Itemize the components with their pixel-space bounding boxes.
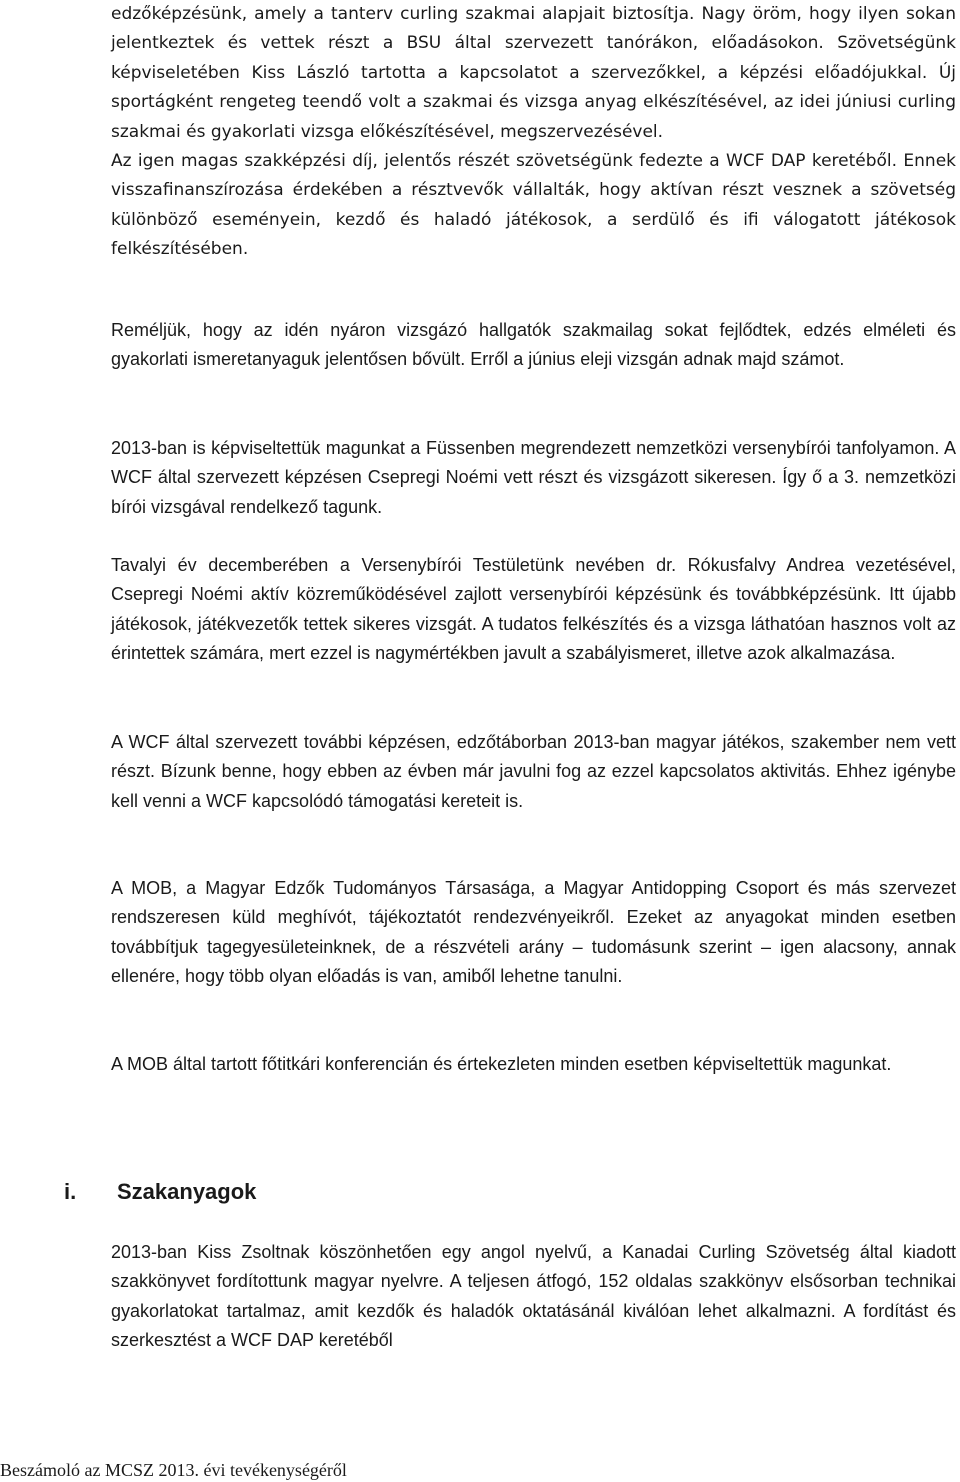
text-line: 2013-ban Kiss Zsoltnak köszönhetően egy angol nyelvű, a Kanadai Curling Szövetség által kiadott szakkönyvet fordítottunk magyar nyelvre. A teljesen átfogó, 152 oldalas szakkönyv elsősorban technikai gyakorlatokat tartalmaz, amit kezdők és haladók oktatásánál kiválóan lehet alkalmazni. A fordítást és szerkesztést a WCF DAP keretéből [111,1242,956,1351]
paragraph-fussen-course [111,434,956,522]
text-line: 2013-ban is képviseltettük magunkat a Füssenben megrendezett nemzetközi versenybírói tanfolyamon. A WCF által szervezett képzésen Csepregi Noémi vett részt és vizsgázott sikeresen. Így ő a 3. nemzetközi bírói vizsgával rendelkező tagunk. [111,438,956,517]
text-line: A MOB, a Magyar Edzők Tudományos Társasága, a Magyar Antidopping Csoport és más szervezet rendszeresen küld meghívót, tájékoztatót rendezvényeikről. Ezeket az anyagokat minden esetben továbbítjuk tagegyesületeinknek, de a részvételi arány – tudomásunk szerint – igen alacsony, annak ellenére, hogy több olyan előadás is van, amiből lehetne tanulni. [111,878,956,987]
paragraph-mob-conference [111,1050,956,1079]
paragraph-referee-training [111,551,956,669]
section-number: i. [64,1179,77,1204]
section-title: Szakanyagok [117,1179,257,1204]
paragraph-training-1 [111,0,956,265]
paragraph-wcf-camp [111,728,956,816]
page-footer: Beszámoló az MCSZ 2013. évi tevékenységéről [0,1460,347,1480]
text-line: edzőképzésünk, amely a tanterv curling szakmai alapjait biztosítja. Nagy öröm, hogy ilyen sokan jelentkeztek és vettek részt a BSU által szervezett tanórákon, előadásokon. Szövetségünk képviseletében Kiss László tartotta a kapcsolatot a szervezőkkel, a képzési előadójukkal. Új sportágként rengeteg teendő volt a szakmai és vizsga anyag elkészítésével, az idei júniusi curling szakmai és gyakorlati vizsga előkészítésével, megszervezésével. [111,4,956,142]
text-line: Tavalyi év decemberében a Versenybírói Testületünk nevében dr. Rókusfalvy Andrea vezetésével, Csepregi Noémi aktív közreműködésével zajlott versenybírói képzésünk és továbbképzésünk. Itt újabb játékosok, játékvezetők tettek sikeres vizsgát. A tudatos felkészítés és a vizsga láthatóan hasznos volt az érintettek számára, mert ezzel is nagymértékben javult a szabályismeret, illetve azok alkalmazása. [111,555,956,664]
paragraph-handbook-translation [111,1238,956,1356]
text-line: A WCF által szervezett további képzésen, edzőtáborban 2013-ban magyar játékos, szakember nem vett részt. Bízunk benne, hogy ebben az évben már javulni fog az ezzel kapcsolatos aktivitás. Ehhez igénybe kell venni a WCF kapcsolódó támogatási kereteit is. [111,732,956,811]
text-line: Reméljük, hogy az idén nyáron vizsgázó hallgatók szakmailag sokat fejlődtek, edzés elméleti és gyakorlati ismeretanyaguk jelentősen bővült. Erről a június eleji vizsgán adnak majd számot. [111,320,956,370]
section-heading [64,1177,256,1207]
text-line: A MOB által tartott főtitkári konferencián és értekezleten minden esetben képviseltettük magunkat. [111,1054,892,1074]
paragraph-invitations [111,874,956,992]
paragraph-exam-hopes [111,316,956,375]
text-line: Az igen magas szakképzési díj, jelentős részét szövetségünk fedezte a WCF DAP keretéből. Ennek visszafinanszírozása érdekében a résztvevők vállalták, hogy aktívan részt vesznek a szövetség különböző eseményein, kezdő és haladó játékosok, a serdülő és ifi válogatott játékosok felkészítésében. [111,151,956,260]
